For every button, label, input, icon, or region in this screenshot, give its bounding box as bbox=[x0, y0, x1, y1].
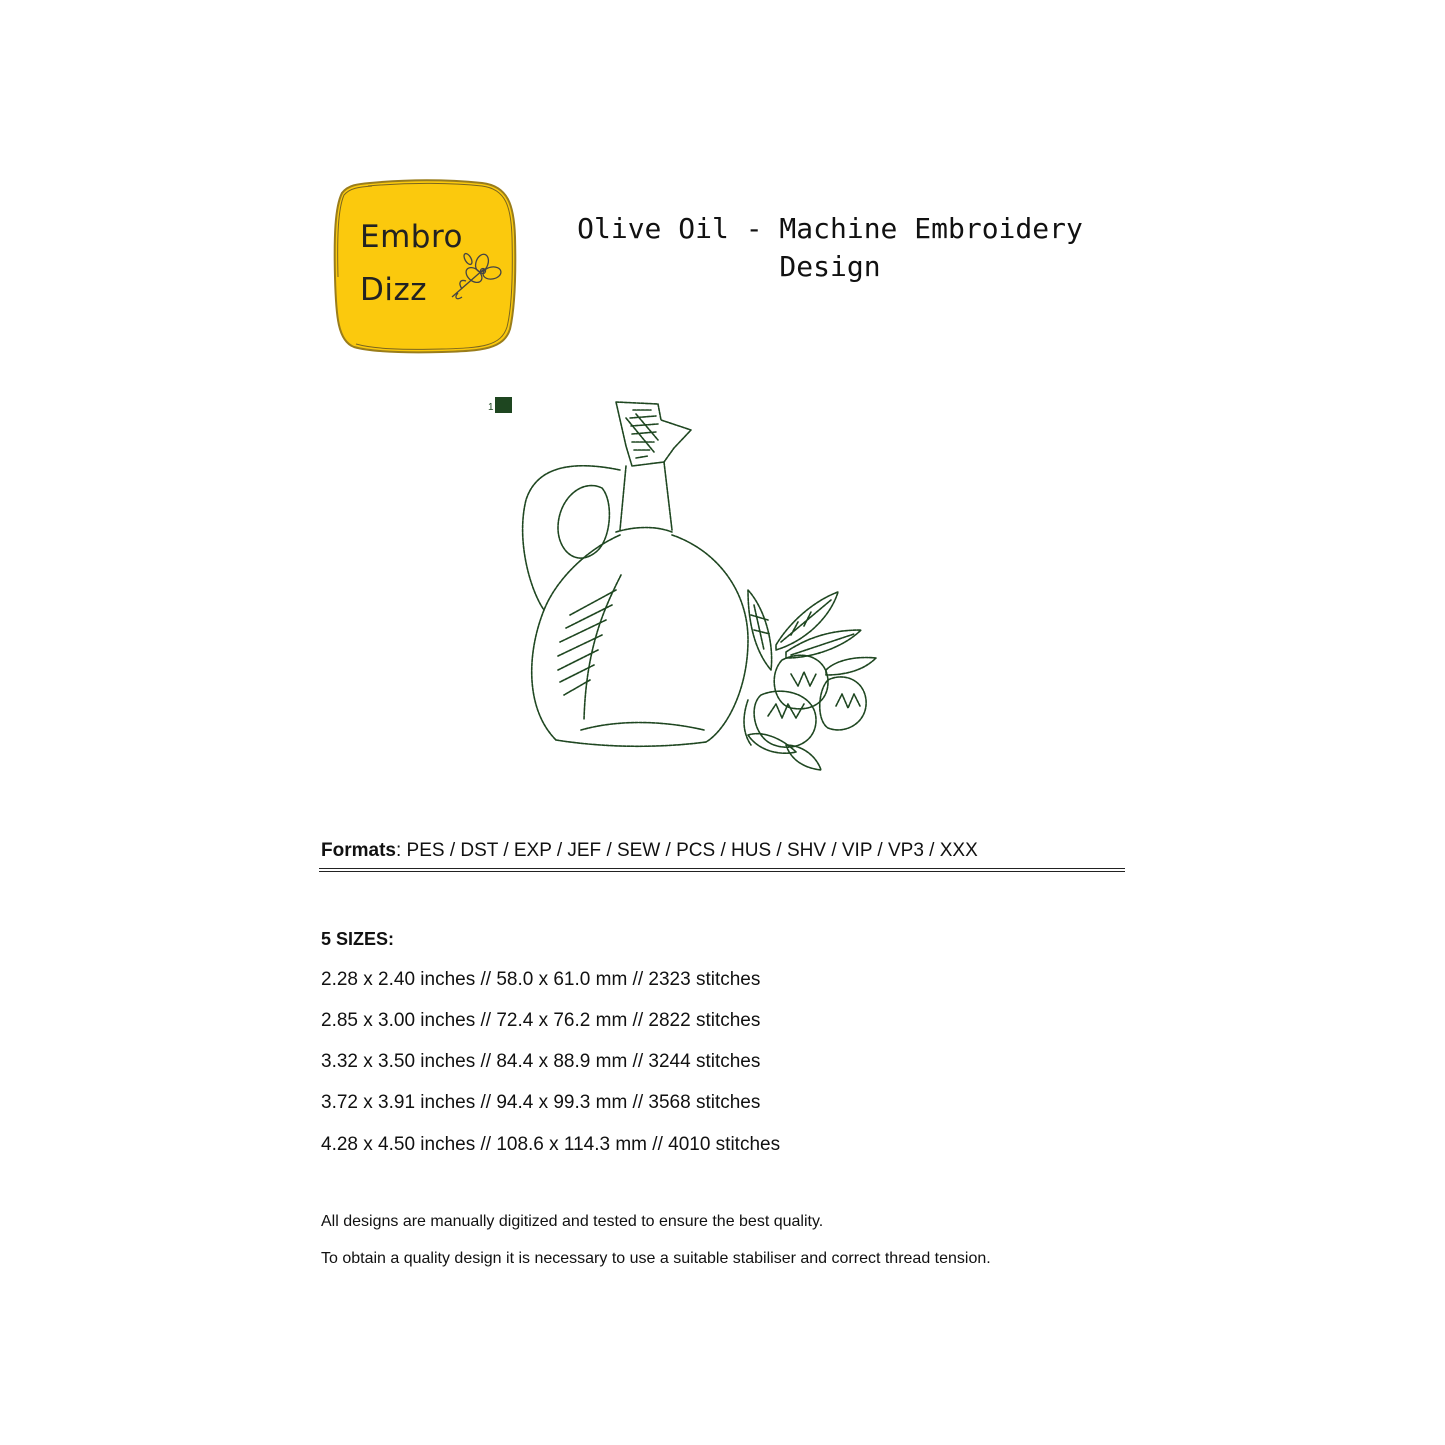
logo-text-line2: Dizz bbox=[360, 272, 428, 308]
stabiliser-note: To obtain a quality design it is necessary to use a suitable stabiliser and correct thread tension. bbox=[321, 1250, 991, 1267]
size-row: 4.28 x 4.50 inches // 108.6 x 114.3 mm // 4010 stitches bbox=[321, 1134, 781, 1155]
size-row: 2.28 x 2.40 inches // 58.0 x 61.0 mm // 2323 stitches bbox=[321, 969, 761, 990]
size-row: 3.72 x 3.91 inches // 94.4 x 99.3 mm // 3568 stitches bbox=[321, 1092, 761, 1113]
formats-label: Formats bbox=[321, 840, 396, 861]
title-line1: Olive Oil - Machine Embroidery bbox=[577, 212, 1083, 245]
quality-note: All designs are manually digitized and tested to ensure the best quality. bbox=[321, 1213, 824, 1230]
sizes-heading: 5 SIZES: bbox=[321, 929, 395, 949]
color-index-label: 1 bbox=[488, 402, 494, 413]
page-title bbox=[540, 210, 1120, 286]
title-line2: Design bbox=[779, 250, 881, 283]
embroidery-design-preview bbox=[486, 390, 886, 780]
brand-logo bbox=[332, 177, 518, 355]
thread-color-swatch bbox=[495, 397, 512, 413]
logo-text-line1: Embro bbox=[360, 219, 463, 255]
formats-list: : PES / DST / EXP / JEF / SEW / PCS / HUS / SHV / VIP / VP3 / XXX bbox=[395, 840, 978, 861]
size-row: 3.32 x 3.50 inches // 84.4 x 88.9 mm // 3244 stitches bbox=[321, 1051, 761, 1072]
olive-oil-bottle-icon bbox=[523, 402, 876, 770]
size-row: 2.85 x 3.00 inches // 72.4 x 76.2 mm // 2822 stitches bbox=[321, 1010, 761, 1031]
formats-line bbox=[321, 840, 978, 862]
divider bbox=[319, 868, 1125, 872]
